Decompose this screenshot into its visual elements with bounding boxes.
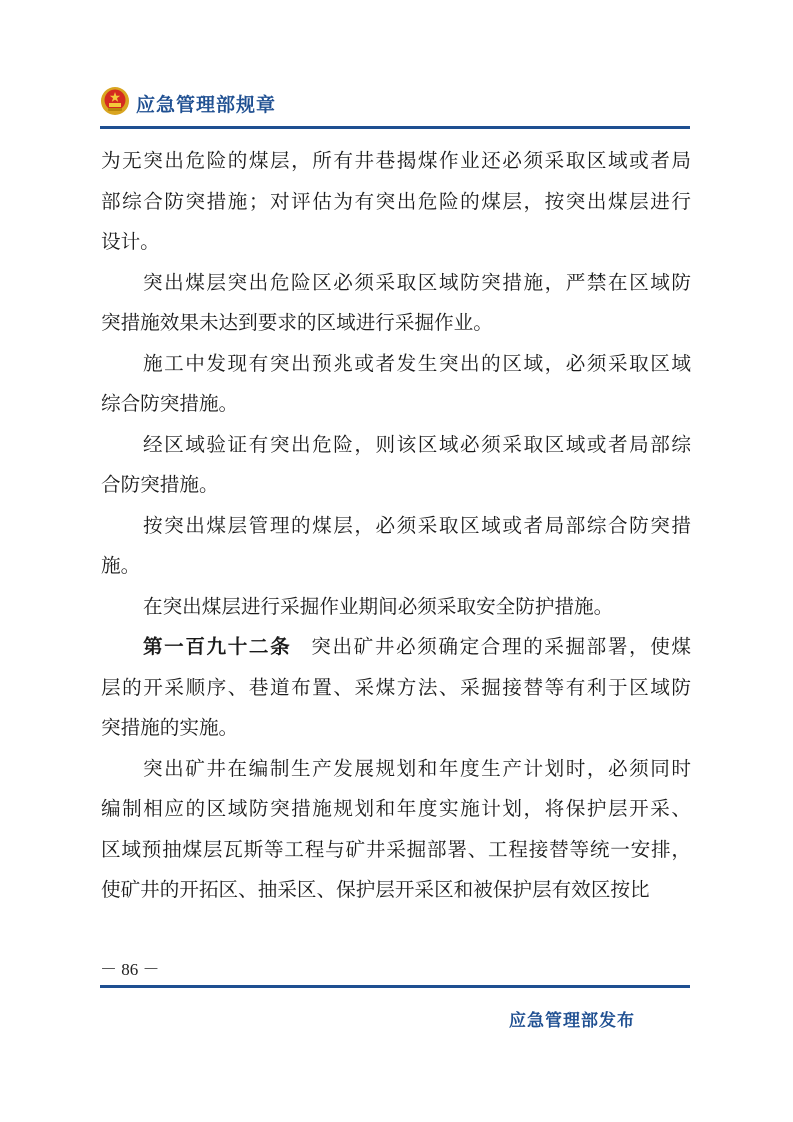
- text-line: [101, 425, 691, 466]
- line-text: 突措施的实施。: [101, 716, 239, 739]
- paragraph: [101, 425, 691, 506]
- text-line: [101, 506, 691, 547]
- line-text: 经区域验证有突出危险，则该区域必须采取区域或者局部综: [143, 432, 691, 456]
- line-text: 层的开采顺序、巷道布置、采煤方法、采掘接替等有利于区域防: [101, 675, 691, 699]
- line-text: 为无突出危险的煤层，所有井巷揭煤作业还必须采取区域或者局: [101, 149, 691, 172]
- text-line: [101, 182, 691, 223]
- line-text: 使矿井的开拓区、抽采区、保护层开采区和被保护层有效区按比: [101, 878, 650, 901]
- paragraph: [101, 749, 691, 911]
- footer-publisher: 应急管理部发布: [509, 1011, 635, 1031]
- page-header: [100, 84, 690, 128]
- line-text: 突出矿井在编制生产发展规划和年度生产计划时，必须同时: [143, 756, 691, 780]
- line-text: 编制相应的区域防突措施规划和年度实施计划，将保护层开采、: [101, 797, 691, 820]
- line-text: 区域预抽煤层瓦斯等工程与矿井采掘部署、工程接替等统一安排，: [101, 837, 691, 861]
- line-text: 突出矿井必须确定合理的采掘部署，使煤: [311, 635, 692, 658]
- text-line: [101, 789, 691, 830]
- paragraph: [101, 344, 691, 425]
- line-text: 综合防突措施。: [101, 392, 239, 415]
- line-text: 施。: [101, 554, 141, 577]
- text-line: [101, 749, 691, 790]
- text-line: [101, 263, 691, 304]
- text-line: [101, 668, 691, 709]
- line-text: 在突出煤层进行采掘作业期间必须采取安全防护措施。: [143, 594, 614, 618]
- line-text: 按突出煤层管理的煤层，必须采取区域或者局部综合防突措: [143, 513, 691, 537]
- paragraph: [101, 263, 691, 344]
- text-line: [101, 344, 691, 385]
- line-text: 突出煤层突出危险区必须采取区域防突措施，严禁在区域防: [143, 270, 691, 294]
- text-line: [101, 627, 691, 668]
- text-line: [101, 870, 691, 911]
- text-line: [101, 465, 691, 506]
- text-line: [101, 222, 691, 263]
- text-line: [101, 141, 691, 182]
- text-line: [101, 830, 691, 871]
- paragraph: [101, 627, 691, 749]
- line-text: 合防突措施。: [101, 473, 219, 496]
- footer-divider: [100, 985, 690, 988]
- header-divider: [100, 126, 690, 129]
- document-body: [101, 141, 691, 911]
- text-line: [101, 384, 691, 425]
- national-emblem-icon: [100, 86, 130, 116]
- page-number: － 86 －: [100, 960, 160, 979]
- text-line: [101, 587, 691, 628]
- text-line: [101, 546, 691, 587]
- article-number: 第一百九十二条: [143, 635, 292, 658]
- text-line: [101, 708, 691, 749]
- paragraph: [101, 587, 691, 628]
- paragraph: [101, 506, 691, 587]
- line-text: 施工中发现有突出预兆或者发生突出的区域，必须采取区域: [143, 351, 691, 375]
- line-text: 设计。: [101, 230, 160, 253]
- line-text: 突措施效果未达到要求的区域进行采掘作业。: [101, 311, 493, 334]
- header-title: 应急管理部规章: [136, 94, 277, 116]
- text-line: [101, 303, 691, 344]
- line-text: 部综合防突措施；对评估为有突出危险的煤层，按突出煤层进行: [101, 189, 691, 213]
- paragraph: [101, 141, 691, 263]
